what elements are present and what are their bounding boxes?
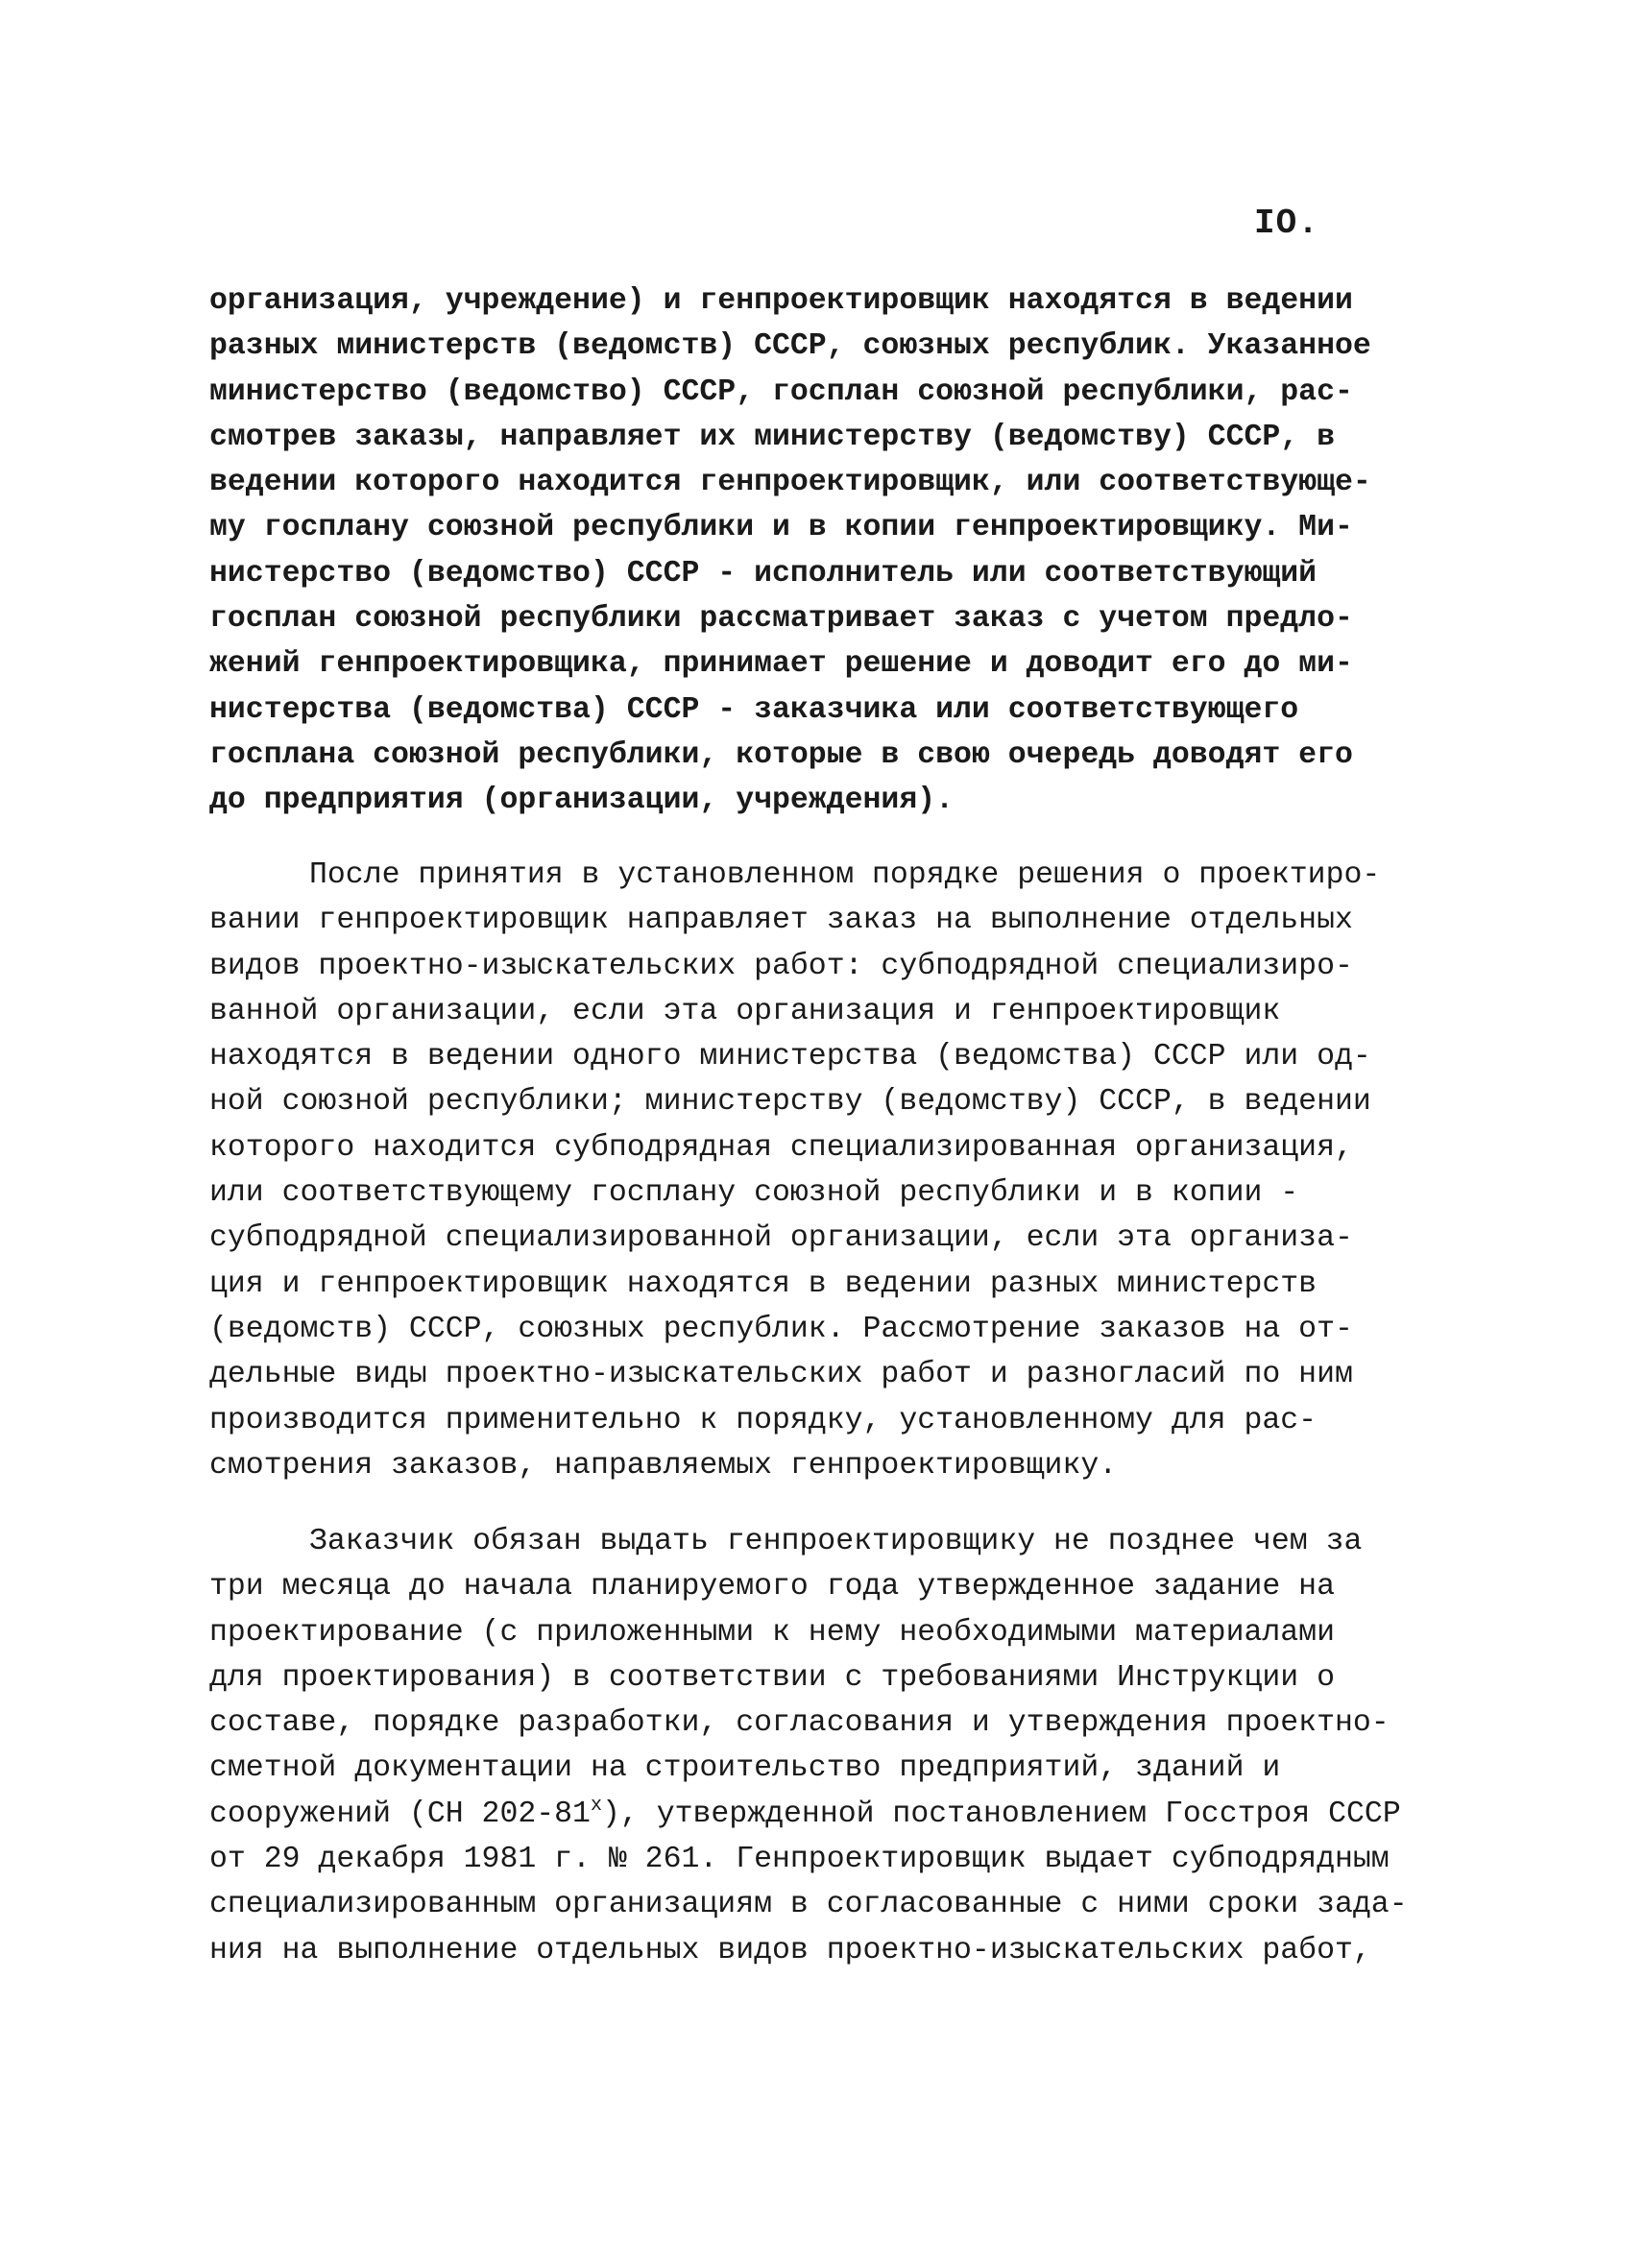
text-line: до предприятия (организации, учреждения). <box>209 784 955 818</box>
text-line: жений генпроектировщика, принимает решение и доводит его до ми- <box>209 647 1353 682</box>
text-line: производится применительно к порядку, установленному для рас- <box>209 1403 1318 1437</box>
text-segment: ), утвержденной постановлением Госстроя СССР <box>601 1797 1401 1831</box>
text-line: госплан союзной республики рассматривает заказ с учетом предло- <box>209 602 1353 637</box>
text-line: разных министерств (ведомств) СССР, союзных республик. Указанное <box>209 329 1371 364</box>
text-line: ной союзной республики; министерству (ведомству) СССР, в ведении <box>209 1085 1371 1120</box>
text-line: ния на выполнение отдельных видов проектно-изыскательских работ, <box>209 1933 1371 1967</box>
text-line: специализированным организациям в согласованные с ними сроки зада- <box>209 1888 1408 1922</box>
text-line: (ведомств) СССР, союзных республик. Рассмотрение заказов на от- <box>209 1312 1353 1346</box>
text-line: проектирование (с приложенными к нему необходимыми материалами <box>209 1615 1335 1650</box>
text-line: дельные виды проектно-изыскательских работ и разногласий по ним <box>209 1358 1353 1392</box>
text-line: вании генпроектировщик направляет заказ на выполнение отдельных <box>209 904 1353 938</box>
text-line: Заказчик обязан выдать генпроектировщику не позднее чем за <box>309 1525 1363 1558</box>
text-line: смотрев заказы, направляет их министерству (ведомству) СССР, в <box>209 420 1335 454</box>
text-line: для проектирования) в соответствии с требованиями Инструкции о <box>209 1660 1335 1695</box>
text-line: нистерство (ведомство) СССР - исполнитель или соответствующий <box>209 556 1318 591</box>
text-line: субподрядной специализированной организации, если эта организа- <box>209 1221 1353 1256</box>
text-line: После принятия в установленном порядке решения о проектиро- <box>309 858 1381 892</box>
text-line: сметной документации на строительство предприятий, зданий и <box>209 1751 1281 1786</box>
text-line: которого находится субподрядная специализированная организация, <box>209 1130 1353 1165</box>
text-line: му госплану союзной республики и в копии генпроектировщику. Ми- <box>209 511 1353 545</box>
text-line: смотрения заказов, направляемых генпроектировщику. <box>209 1448 1118 1483</box>
text-line: три месяца до начала планируемого года утвержденное задание на <box>209 1570 1335 1604</box>
text-segment: сооружений (СН 202-81 <box>209 1797 591 1831</box>
page-number: IO. <box>1254 204 1319 243</box>
paragraph-2 <box>209 853 1448 1488</box>
paragraph-1 <box>209 278 1448 824</box>
text-line: видов проектно-изыскательских работ: субподрядной специализиро- <box>209 949 1353 983</box>
paragraph-3 <box>209 1519 1448 1973</box>
text-line: или соответствующему госплану союзной республики и в копии - <box>209 1176 1299 1211</box>
text-line: организация, учреждение) и генпроектировщик находятся в ведении <box>209 284 1353 318</box>
text-line: нистерства (ведомства) СССР - заказчика или соответствующего <box>209 692 1299 727</box>
footnote-mark: х <box>590 1794 602 1817</box>
text-line: ведении которого находится генпроектировщик, или соответствующе- <box>209 466 1371 500</box>
text-line: находятся в ведении одного министерства (ведомства) СССР или од- <box>209 1040 1371 1074</box>
text-line: госплана союзной республики, которые в свою очередь доводят его <box>209 737 1353 772</box>
text-line: ция и генпроектировщик находятся в ведении разных министерств <box>209 1267 1318 1301</box>
text-line: составе, порядке разработки, согласования и утверждения проектно- <box>209 1706 1390 1741</box>
text-line: ванной организации, если эта организация и генпроектировщик <box>209 994 1281 1028</box>
text-line: от 29 декабря 1981 г. № 261. Генпроектировщик выдает субподрядным <box>209 1843 1390 1877</box>
text-line-with-footnote <box>209 1792 1448 1837</box>
text-line: министерство (ведомство) СССР, госплан союзной республики, рас- <box>209 374 1353 409</box>
